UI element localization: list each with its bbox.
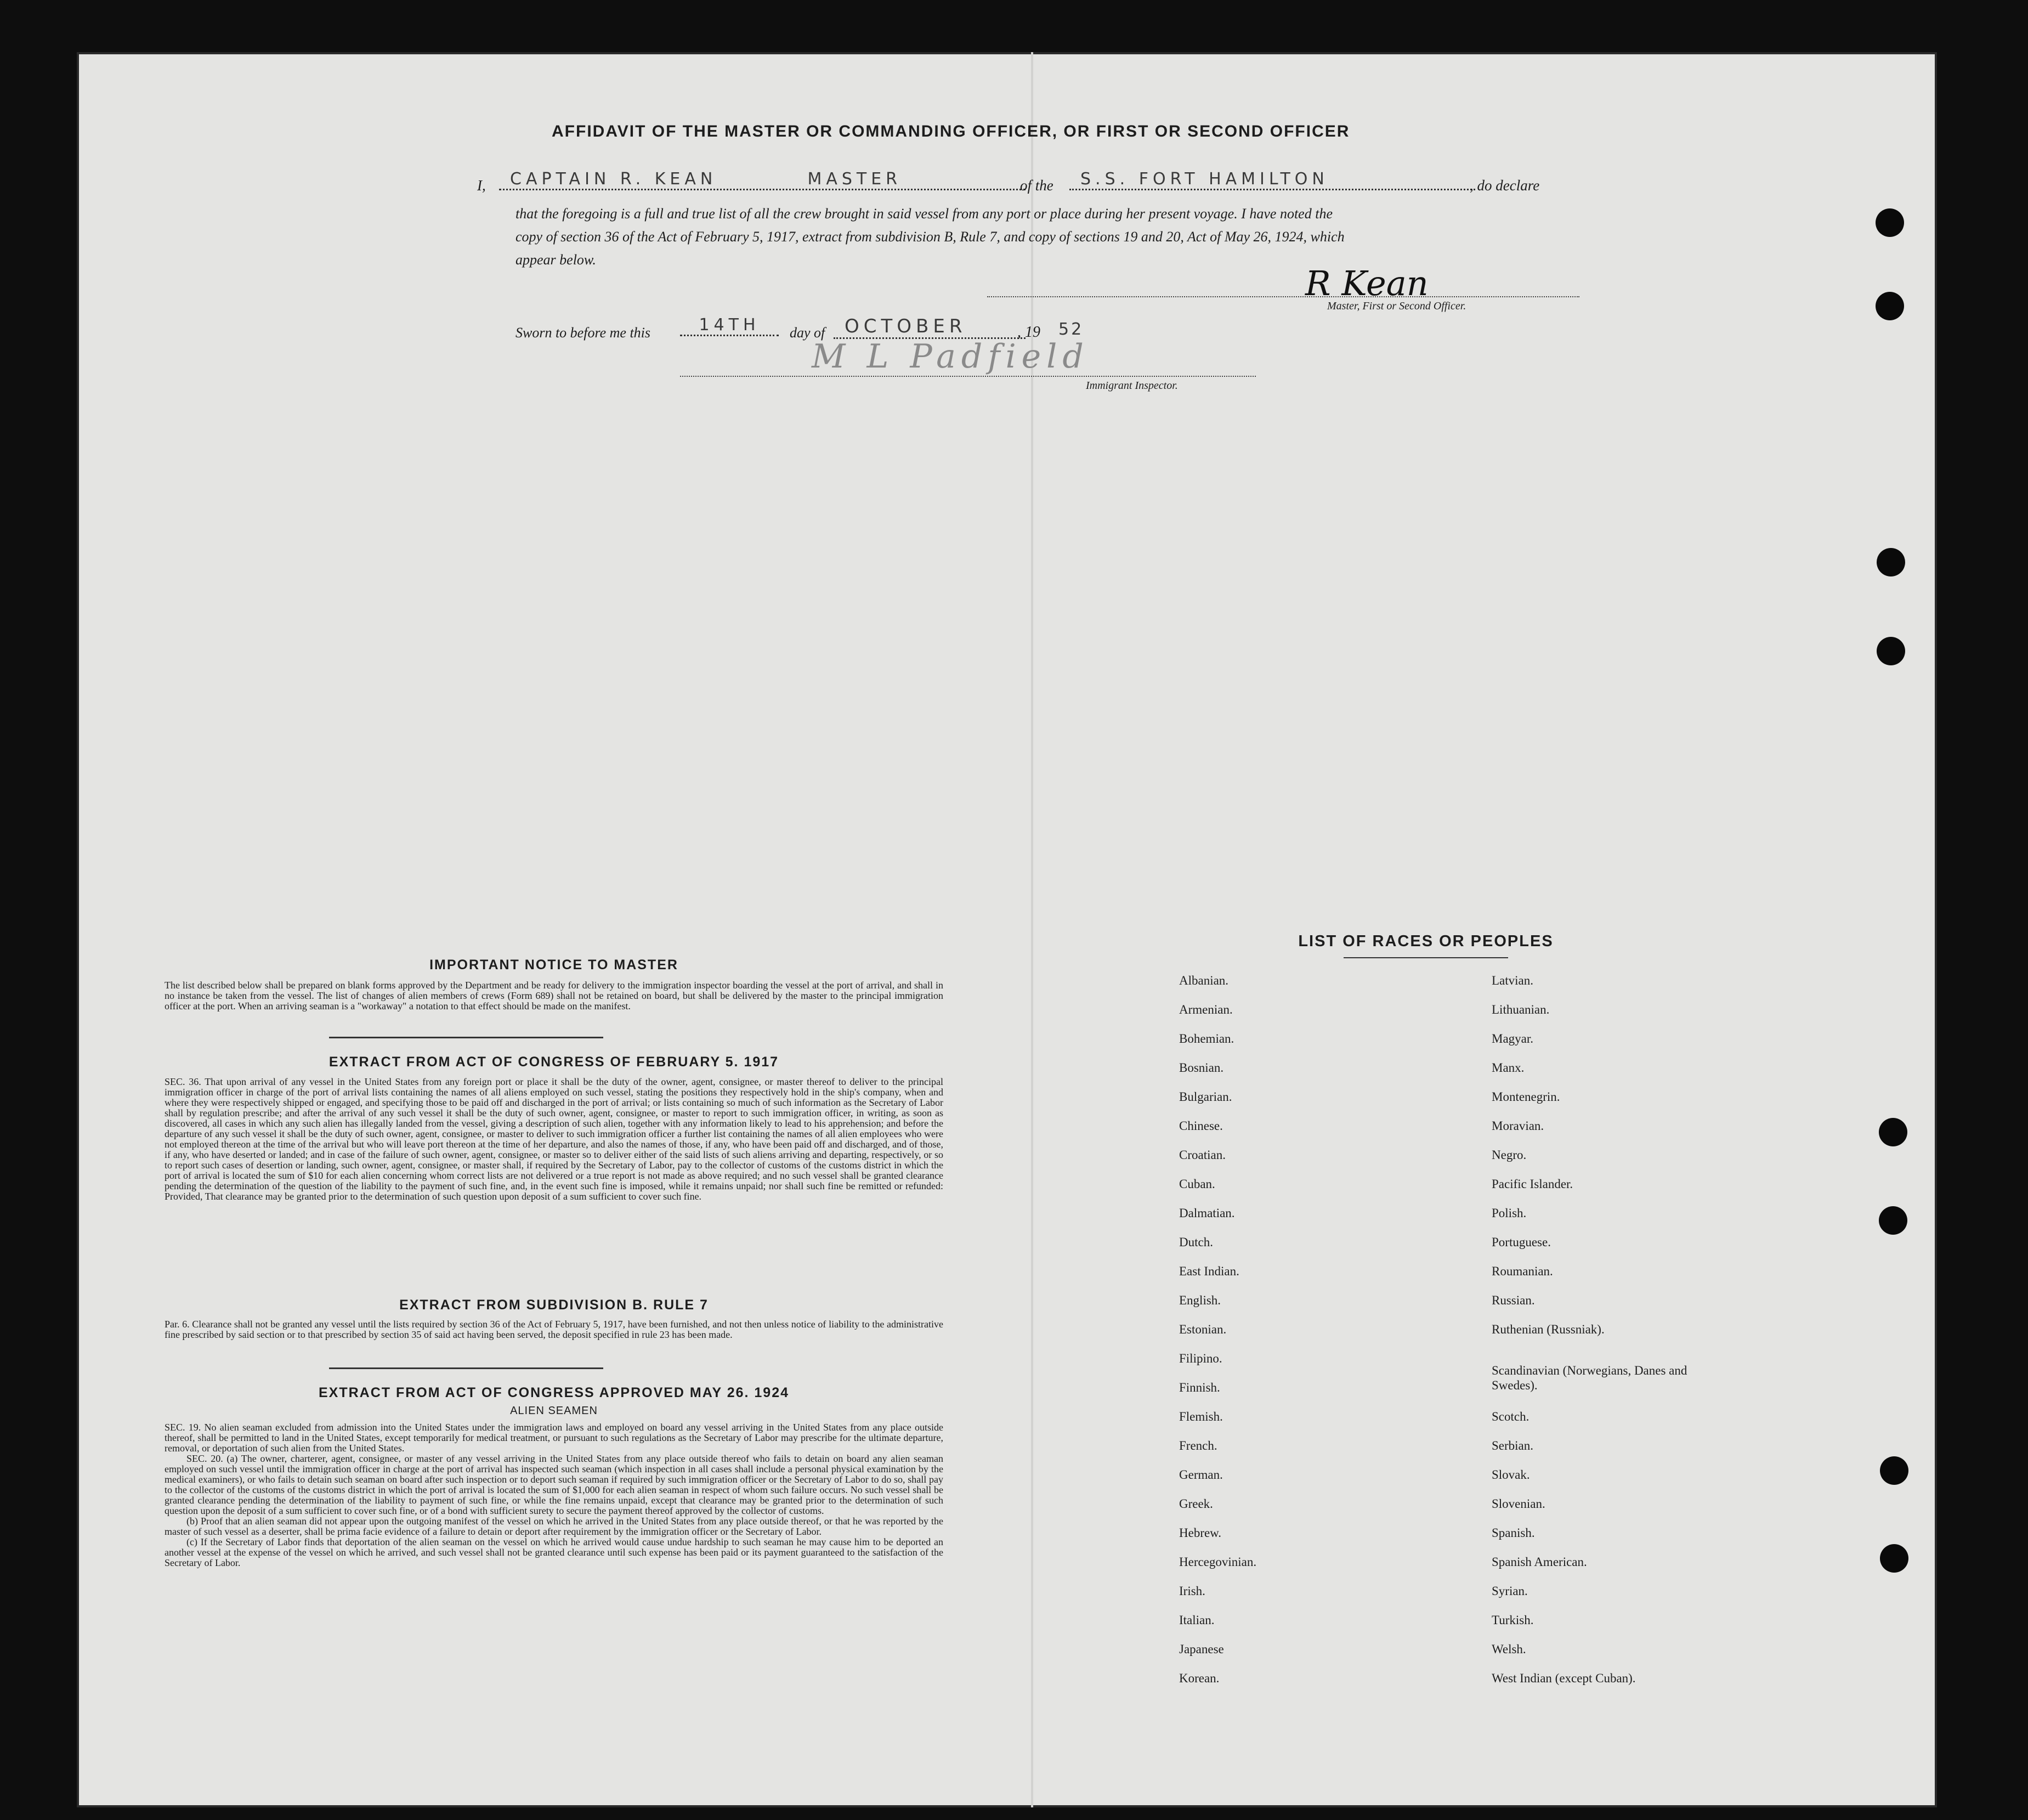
- master-line: [499, 169, 1026, 190]
- race-left: Japanese: [1179, 1642, 1224, 1656]
- affidavit-title: AFFIDAVIT OF THE MASTER OR COMMANDING OFFICER, OR FIRST OR SECOND OFFICER: [552, 122, 1350, 140]
- race-right: West Indian (except Cuban).: [1492, 1671, 1636, 1685]
- race-right: Negro.: [1492, 1148, 1527, 1162]
- race-left: Bohemian.: [1179, 1032, 1234, 1045]
- race-left: Dutch.: [1179, 1235, 1213, 1249]
- race-right: Manx.: [1492, 1061, 1525, 1075]
- punch-hole: [1877, 637, 1905, 665]
- affidavit-prefix: I,: [477, 177, 486, 194]
- master-title-label: Master, First or Second Officer.: [1327, 300, 1466, 312]
- race-left: Bosnian.: [1179, 1061, 1224, 1075]
- race-left: Albanian.: [1179, 974, 1229, 987]
- inspector-line: [680, 376, 1256, 377]
- sworn-month: OCTOBER: [834, 315, 1026, 339]
- affidavit-line-4: appear below.: [516, 252, 596, 268]
- race-left: Bulgarian.: [1179, 1090, 1232, 1104]
- race-left: Korean.: [1179, 1671, 1220, 1685]
- inspector-signature: M L Padfield: [812, 337, 1089, 376]
- race-left: Finnish.: [1179, 1381, 1220, 1394]
- race-right: Montenegrin.: [1492, 1090, 1560, 1104]
- race-left: Hercegovinian.: [1179, 1555, 1257, 1569]
- race-left: East Indian.: [1179, 1264, 1239, 1278]
- race-left: Dalmatian.: [1179, 1206, 1235, 1220]
- races-title-rule: [1344, 957, 1508, 958]
- race-right: Lithuanian.: [1492, 1003, 1550, 1016]
- race-left: Greek.: [1179, 1497, 1213, 1511]
- race-right: Magyar.: [1492, 1032, 1534, 1045]
- master-rank: MASTER: [807, 169, 902, 189]
- sworn-day: 14TH: [680, 315, 779, 336]
- extract-1917-title: EXTRACT FROM ACT OF CONGRESS OF FEBRUARY 5. 1917: [328, 1054, 779, 1070]
- race-right: Turkish.: [1492, 1613, 1534, 1627]
- extract-1917-body: SEC. 36. That upon arrival of any vessel in the United States from any foreign port or place it shall be the duty of the owner, agent, consignee, or master thereof to deliver to the principal immigration officer in charge of the port of arrival lists containing the names of all aliens employed on such vessel, stating the positions they respectively hold in the ship's company, when and where they were respectively shipped or engaged, and specifying those to be paid off and discharged in the port of arrival; or lists containing so much of such information as the Secretary of Labor shall by regulation prescribe; and after the arrival of any such vessel it shall be the duty of such owner, agent, consignee, or master to report to such immigration officer, in writing, as soon as discovered, all cases in which any such alien has illegally landed from the vessel, giving a description of such alien, together with any information likely to lead to his apprehension; and before the departure of any such vessel it shall be the duty of such owner, agent, consignee, or master to deliver to such immigration officer a further list containing the names of all alien employees who were not employed thereon at the time of the arrival but who will leave port thereon at the time of her departure, and also the names of those, if any, who have been paid off and discharged, and of those, if any, who have deserted or landed; and in case of the failure of such owner, agent, consignee, or master so to deliver either of the said lists of such aliens arriving and departing, respectively, or so to report such cases of desertion or landing, such owner, agent, consignee, or master shall, if required by the Secretary of Labor, pay to the collector of customs of the customs district in which the port of arrival is located the sum of $10 for each alien concerning whom correct lists are not delivered or a true report is not made as above required; and no such vessel shall be granted clearance pending the determination of the question of the liability to the payment of such fine, and, in the event such fine is imposed, while it remains unpaid; nor shall such fine be remitted or refunded: Provided, That clearance may be granted prior to the determination of such question upon deposit of a sum sufficient to cover such fine.: [165, 1076, 943, 1202]
- race-left: German.: [1179, 1468, 1223, 1482]
- race-right: Roumanian.: [1492, 1264, 1553, 1278]
- race-left: French.: [1179, 1439, 1217, 1452]
- sec-20b-text: (b) Proof that an alien seaman did not appear upon the outgoing manifest of the vessel on which he arrived in the United States from any place outside thereof, or that he was reported by the master of such vessel as a deserter, shall be prima facie evidence of a failure to detain or deport after requirement by the immigration officer or the Secretary of Labor.: [165, 1516, 943, 1537]
- alien-seamen-subtitle: ALIEN SEAMEN: [510, 1405, 598, 1417]
- punch-hole: [1876, 292, 1904, 320]
- document-page: [77, 52, 1937, 1807]
- punch-hole: [1880, 1456, 1908, 1485]
- do-declare-label: , do declare: [1470, 177, 1540, 194]
- race-left: Armenian.: [1179, 1003, 1233, 1016]
- race-right: Moravian.: [1492, 1119, 1544, 1133]
- sec-20a-text: SEC. 20. (a) The owner, charterer, agent, consignee, or master of any vessel arriving in the United States from any place outside thereof who fails to detain on board any alien seaman employed on such vessel until the immigration officer in charge at the port of arrival has inspected such seaman (which inspection in all cases shall include a personal physical examination by the medical examiners), or who fails to detain such seaman on board after such inspection or to deport such seaman if required by such immigration officer or the Secretary of Labor to do so, shall pay to the collector of the customs of the customs district in which the port of arrival is located the sum of $1,000 for each alien seaman in respect of whom such failure occurs. No such vessel shall be granted clearance pending the determination of the liability to payment of such fine, or while the fine remains unpaid, except that clearance may be granted prior to the determination of such question upon the deposit of a sum sufficient to cover such fine, or of a bond with sufficient surety to secure the payment thereof approved by the collector of customs.: [165, 1453, 943, 1516]
- punch-hole: [1876, 208, 1904, 237]
- race-right: Slovak.: [1492, 1468, 1530, 1482]
- inspector-label: Immigrant Inspector.: [1086, 380, 1178, 392]
- affidavit-line-2: that the foregoing is a full and true list of all the crew brought in said vessel from any port or place during her present voyage. I have noted the: [516, 206, 1333, 222]
- race-right: Syrian.: [1492, 1584, 1528, 1598]
- master-name: CAPTAIN R. KEAN: [510, 169, 717, 189]
- extract-rule7-title: EXTRACT FROM SUBDIVISION B. RULE 7: [399, 1297, 709, 1313]
- punch-hole: [1880, 1544, 1908, 1573]
- race-left: Croatian.: [1179, 1148, 1226, 1162]
- race-left: English.: [1179, 1293, 1221, 1307]
- race-right: Portuguese.: [1492, 1235, 1551, 1249]
- sworn-year: 52: [1058, 320, 1084, 339]
- race-left: Hebrew.: [1179, 1526, 1222, 1540]
- race-right: Spanish.: [1492, 1526, 1535, 1540]
- race-left: Estonian.: [1179, 1322, 1227, 1336]
- sworn-label: Sworn to before me this: [516, 325, 651, 341]
- race-right: Latvian.: [1492, 974, 1533, 987]
- race-right: Slovenian.: [1492, 1497, 1545, 1511]
- notice-body: The list described below shall be prepared on blank forms approved by the Department and be ready for delivery to the immigration inspector boarding the vessel at the port of arrival, and shall in no instance be taken from the vessel. The list of changes of alien members of crews (Form 689) shall not be retained on board, but shall be delivered by the master to the principal immigration officer at the port. When an arriving seaman is a "workaway" a notation to that effect should be made on the manifest.: [165, 980, 943, 1011]
- day-of-label: day of: [790, 325, 825, 341]
- punch-hole: [1879, 1206, 1907, 1235]
- extract-rule7-body: Par. 6. Clearance shall not be granted any vessel until the lists required by section 36 of the Act of February 5, 1917, have been furnished, and not then unless notice of liability to the administrative fine prescribed by said section or to that prescribed by section 35 of said act having been served, the deposit specified in rule 23 has been made.: [165, 1319, 943, 1340]
- race-right: Russian.: [1492, 1293, 1535, 1307]
- master-signature: R Kean: [1305, 263, 1429, 303]
- punch-hole: [1877, 548, 1905, 576]
- sec-19-text: SEC. 19. No alien seaman excluded from admission into the United States under the immigration laws and employed on board any vessel arriving in the United States from any place outside thereof, shall be permitted to land in the United States, except temporarily for medical treatment, or pursuant to such regulations as the Secretary of Labor may prescribe for the ultimate departure, removal, or deportation of such alien from the United States.: [165, 1422, 943, 1454]
- race-left: Irish.: [1179, 1584, 1205, 1598]
- race-left: Cuban.: [1179, 1177, 1215, 1191]
- race-left: Chinese.: [1179, 1119, 1223, 1133]
- races-title: LIST OF RACES OR PEOPLES: [1298, 932, 1554, 950]
- divider-1: [329, 1037, 603, 1038]
- race-left: Flemish.: [1179, 1410, 1223, 1423]
- race-left: Italian.: [1179, 1613, 1215, 1627]
- notice-title: IMPORTANT NOTICE TO MASTER: [429, 957, 678, 973]
- affidavit-line-3: copy of section 36 of the Act of February 5, 1917, extract from subdivision B, Rule 7, and copy of sections 19 and 20, Act of May 26, 1924, which: [516, 229, 1345, 245]
- punch-hole: [1879, 1118, 1907, 1146]
- extract-1924-title: EXTRACT FROM ACT OF CONGRESS APPROVED MAY 26. 1924: [318, 1385, 790, 1400]
- signature-line: [987, 296, 1579, 297]
- race-right: Scotch.: [1492, 1410, 1530, 1423]
- race-right: Pacific Islander.: [1492, 1177, 1573, 1191]
- vessel-name: S.S. FORT HAMILTON: [1069, 169, 1475, 190]
- race-right: Polish.: [1492, 1206, 1527, 1220]
- race-right: Ruthenian (Russniak).: [1492, 1322, 1605, 1336]
- race-right: Welsh.: [1492, 1642, 1526, 1656]
- race-right: Serbian.: [1492, 1439, 1534, 1452]
- year-prefix: , 19: [1017, 324, 1040, 341]
- of-the-label: of the: [1020, 177, 1053, 194]
- race-right: Spanish American.: [1492, 1555, 1587, 1569]
- sec-20c-text: (c) If the Secretary of Labor finds that deportation of the alien seaman on the vessel on which he arrived would cause undue hardship to such seaman he may cause him to be deported an another vessel at the expense of the vessel on which he arrived, and such vessel shall not be granted clearance until such expense has been paid or its payment guaranteed to the satisfaction of the Secretary of Labor.: [165, 1536, 943, 1568]
- extract-1924-body: [165, 1422, 943, 1568]
- page-fold: [1031, 52, 1033, 1807]
- divider-2: [329, 1367, 603, 1369]
- race-left: Filipino.: [1179, 1352, 1222, 1365]
- race-right: Scandinavian (Norwegians, Danes and Swedes).: [1492, 1364, 1687, 1392]
